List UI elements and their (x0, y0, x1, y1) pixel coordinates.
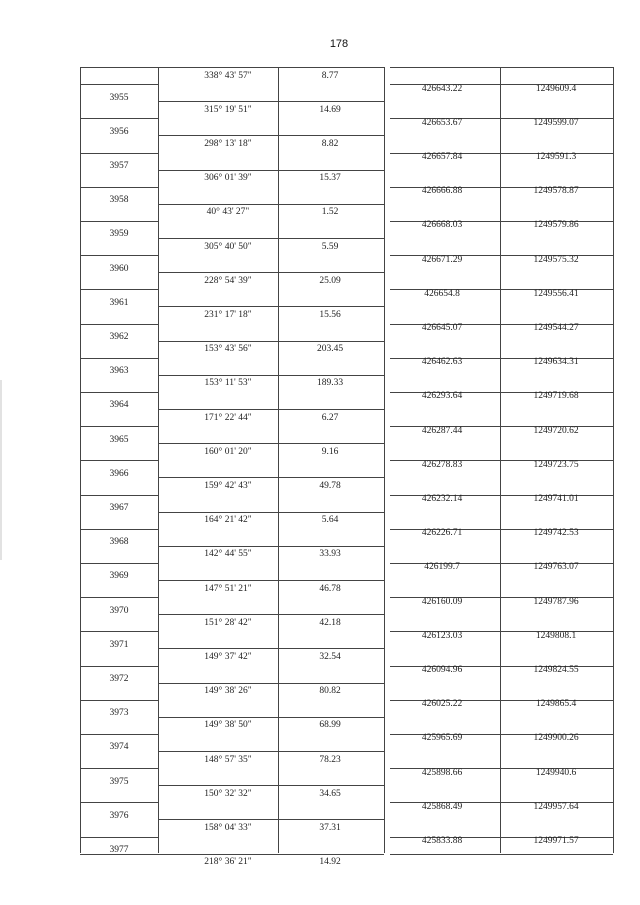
distance-cell: 15.56 (319, 309, 341, 320)
distance-cell: 9.16 (321, 446, 339, 457)
x-coordinate-cell: 426666.88 (421, 186, 463, 197)
table-row-rule (80, 802, 158, 803)
y-coordinate-cell: 1249808.1 (535, 630, 577, 641)
bearing-cell: 147° 51' 21" (204, 583, 252, 594)
y-coordinate-cell: 1249599.07 (533, 117, 579, 128)
page-number: 178 (329, 38, 349, 50)
table-row-rule (80, 631, 158, 632)
distance-cell: 14.69 (319, 104, 341, 115)
distance-cell: 34.65 (319, 788, 341, 799)
table-row-rule (80, 666, 158, 667)
x-coordinate-cell: 426645.07 (421, 323, 463, 334)
distance-cell: 14.92 (319, 857, 341, 868)
point-id-cell: 3973 (109, 708, 129, 719)
point-id-cell: 3971 (109, 639, 129, 650)
table-row-rule (158, 819, 384, 820)
x-coordinate-cell: 426671.29 (421, 254, 463, 265)
x-coordinate-cell: 426226.71 (421, 528, 463, 539)
table-row-rule (80, 358, 158, 359)
table-row-rule (80, 153, 158, 154)
table-row-rule (158, 272, 384, 273)
table-row-rule (158, 512, 384, 513)
distance-cell: 49.78 (319, 480, 341, 491)
y-coordinate-cell: 1249741.01 (533, 494, 579, 505)
x-coordinate-cell: 426643.22 (421, 83, 463, 94)
table-row-rule (80, 495, 158, 496)
x-coordinate-cell: 425965.69 (421, 733, 463, 744)
point-id-cell: 3968 (109, 537, 129, 548)
point-id-cell: 3976 (109, 810, 129, 821)
x-coordinate-cell: 426278.83 (421, 459, 463, 470)
table-row-rule (158, 614, 384, 615)
point-id-cell: 3961 (109, 297, 129, 308)
table-row-rule (80, 700, 158, 701)
table-row-rule (80, 221, 158, 222)
x-coordinate-cell: 426462.63 (421, 357, 463, 368)
x-coordinate-cell: 425868.49 (421, 801, 463, 812)
point-id-cell: 3964 (109, 400, 129, 411)
y-coordinate-cell: 1249865.4 (535, 699, 577, 710)
bearing-cell: 159° 42' 43" (204, 480, 252, 491)
bearing-cell: 153° 43' 56" (204, 344, 252, 355)
x-coordinate-cell: 426287.44 (421, 425, 463, 436)
bearing-cell: 231° 17' 18" (204, 309, 252, 320)
x-coordinate-cell: 426160.09 (421, 596, 463, 607)
x-coordinate-cell: 426232.14 (421, 494, 463, 505)
table-row-rule (158, 443, 384, 444)
table-row-rule (158, 135, 384, 136)
y-coordinate-cell: 1249591.3 (535, 152, 577, 163)
x-coordinate-cell: 426199.7 (424, 562, 460, 573)
bearing-cell: 40° 43' 27" (206, 207, 250, 218)
table-row-rule (158, 375, 384, 376)
bearing-cell: 160° 01' 20" (204, 446, 252, 457)
distance-cell: 78.23 (319, 754, 341, 765)
table-row-rule (158, 751, 384, 752)
bearing-cell: 149° 38' 50" (204, 720, 252, 731)
table-column-rule (278, 67, 279, 853)
table-column-rule (613, 67, 614, 853)
y-coordinate-cell: 1249544.27 (533, 323, 579, 334)
distance-cell: 15.37 (319, 173, 341, 184)
y-coordinate-cell: 1249940.6 (535, 767, 577, 778)
y-coordinate-cell: 1249723.75 (533, 459, 579, 470)
distance-cell: 46.78 (319, 583, 341, 594)
table-row-rule (158, 170, 384, 171)
bearing-cell: 218° 36' 21" (204, 857, 252, 868)
distance-cell: 203.45 (316, 344, 344, 355)
point-id-cell: 3960 (109, 263, 129, 274)
table-row-rule (390, 67, 613, 68)
point-id-cell: 3957 (109, 161, 129, 172)
point-id-cell: 3967 (109, 503, 129, 514)
point-id-cell: 3966 (109, 468, 129, 479)
x-coordinate-cell: 426094.96 (421, 665, 463, 676)
table-row-rule (80, 768, 158, 769)
table-row-rule (80, 563, 158, 564)
table-row-rule (80, 426, 158, 427)
bearing-cell: 148° 57' 35" (204, 754, 252, 765)
table-row-rule (158, 854, 384, 855)
table-row-rule (80, 324, 158, 325)
bearing-cell: 158° 04' 33" (204, 822, 252, 833)
y-coordinate-cell: 1249720.62 (533, 425, 579, 436)
x-coordinate-cell: 426657.84 (421, 152, 463, 163)
distance-cell: 1.52 (321, 207, 339, 218)
table-row-rule (80, 734, 158, 735)
bearing-cell: 142° 44' 55" (204, 549, 252, 560)
distance-cell: 80.82 (319, 686, 341, 697)
y-coordinate-cell: 1249957.64 (533, 801, 579, 812)
bearing-cell: 149° 37' 42" (204, 651, 252, 662)
table-row-rule (80, 255, 158, 256)
y-coordinate-cell: 1249579.86 (533, 220, 579, 231)
bearing-cell: 305° 40' 50" (204, 241, 252, 252)
distance-cell: 68.99 (319, 720, 341, 731)
distance-cell: 42.18 (319, 617, 341, 628)
distance-cell: 8.82 (321, 138, 339, 149)
table-row-rule (158, 101, 384, 102)
bearing-cell: 151° 28' 42" (204, 617, 252, 628)
bearing-cell: 298° 13' 18" (204, 138, 252, 149)
y-coordinate-cell: 1249787.96 (533, 596, 579, 607)
x-coordinate-cell: 426025.22 (421, 699, 463, 710)
distance-cell: 6.27 (321, 412, 339, 423)
point-id-cell: 3974 (109, 742, 129, 753)
table-row-rule (158, 683, 384, 684)
distance-cell: 25.09 (319, 275, 341, 286)
distance-cell: 5.59 (321, 241, 339, 252)
point-id-cell: 3972 (109, 674, 129, 685)
bearing-cell: 153° 11' 53" (204, 378, 252, 389)
table-row-rule (80, 597, 158, 598)
table-row-rule (80, 187, 158, 188)
y-coordinate-cell: 1249556.41 (533, 288, 579, 299)
x-coordinate-cell: 426668.03 (421, 220, 463, 231)
table-column-rule (158, 67, 159, 853)
table-row-rule (158, 580, 384, 581)
point-id-cell: 3963 (109, 366, 129, 377)
y-coordinate-cell: 1249609.4 (535, 83, 577, 94)
table-row-rule (158, 306, 384, 307)
y-coordinate-cell: 1249971.57 (533, 836, 579, 847)
y-coordinate-cell: 1249578.87 (533, 186, 579, 197)
table-row-rule (158, 648, 384, 649)
point-id-cell: 3965 (109, 434, 129, 445)
table-row-rule (158, 546, 384, 547)
table-row-rule (158, 67, 384, 68)
y-coordinate-cell: 1249719.68 (533, 391, 579, 402)
table-row-rule (80, 837, 158, 838)
point-id-cell: 3970 (109, 605, 129, 616)
point-id-cell: 3958 (109, 195, 129, 206)
y-coordinate-cell: 1249900.26 (533, 733, 579, 744)
point-id-cell: 3955 (109, 92, 129, 103)
table-row-rule (80, 118, 158, 119)
bearing-cell: 228° 54' 39" (204, 275, 252, 286)
table-row-rule (80, 460, 158, 461)
table-row-rule (158, 238, 384, 239)
bearing-cell: 338° 43' 57" (204, 70, 252, 81)
distance-cell: 32.54 (319, 651, 341, 662)
x-coordinate-cell: 426123.03 (421, 630, 463, 641)
table-row-rule (80, 67, 158, 68)
table-column-rule (384, 67, 385, 853)
table-row-rule (80, 529, 158, 530)
bearing-cell: 149° 38' 26" (204, 686, 252, 697)
point-id-cell: 3975 (109, 776, 129, 787)
bearing-cell: 150° 32' 32" (204, 788, 252, 799)
table-row-rule (158, 204, 384, 205)
distance-cell: 33.93 (319, 549, 341, 560)
point-id-cell: 3969 (109, 571, 129, 582)
x-coordinate-cell: 426653.67 (421, 117, 463, 128)
distance-cell: 189.33 (316, 378, 344, 389)
table-row-rule (158, 341, 384, 342)
distance-cell: 5.64 (321, 515, 339, 526)
table-row-rule (158, 409, 384, 410)
x-coordinate-cell: 425898.66 (421, 767, 463, 778)
distance-cell: 8.77 (321, 70, 339, 81)
x-coordinate-cell: 426654.8 (424, 288, 460, 299)
x-coordinate-cell: 426293.64 (421, 391, 463, 402)
point-id-cell: 3956 (109, 126, 129, 137)
y-coordinate-cell: 1249575.32 (533, 254, 579, 265)
table-row-rule (158, 477, 384, 478)
bearing-cell: 306° 01' 39" (204, 173, 252, 184)
bearing-cell: 171° 22' 44" (204, 412, 252, 423)
table-row-rule (158, 785, 384, 786)
bearing-cell: 315° 19' 51" (204, 104, 252, 115)
table-row-rule (80, 289, 158, 290)
y-coordinate-cell: 1249763.07 (533, 562, 579, 573)
bearing-cell: 164° 21' 42" (204, 515, 252, 526)
y-coordinate-cell: 1249634.31 (533, 357, 579, 368)
point-id-cell: 3962 (109, 332, 129, 343)
x-coordinate-cell: 425833.88 (421, 836, 463, 847)
distance-cell: 37.31 (319, 822, 341, 833)
y-coordinate-cell: 1249742.53 (533, 528, 579, 539)
table-row-rule (80, 392, 158, 393)
table-row-rule (158, 717, 384, 718)
table-row-rule (390, 854, 613, 855)
table-row-rule (80, 84, 158, 85)
point-id-cell: 3977 (109, 845, 129, 856)
point-id-cell: 3959 (109, 229, 129, 240)
y-coordinate-cell: 1249824.55 (533, 665, 579, 676)
